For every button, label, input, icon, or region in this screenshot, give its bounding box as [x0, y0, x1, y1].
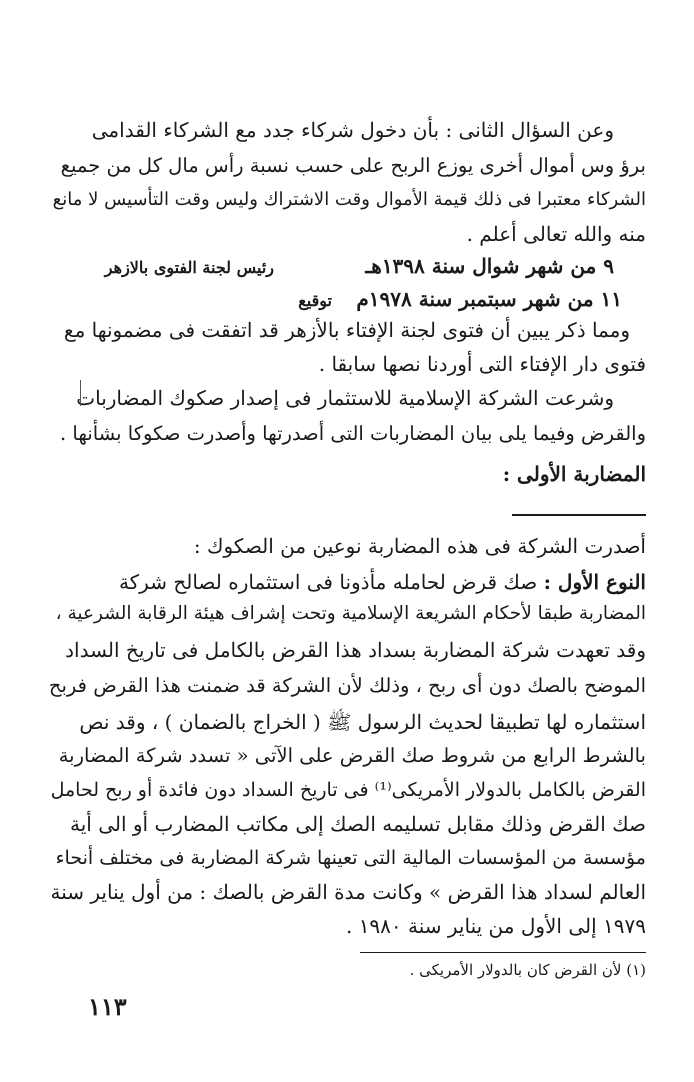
question-line-4: منه والله تعالى أعلم .	[466, 222, 646, 246]
question-line-2: برؤ وس أموال أخرى يوزع الربح على حسب نسبة رأس مال كل من جميع	[60, 154, 646, 177]
footnote-rule	[360, 952, 646, 953]
mudaraba-line-3: وقد تعهدت شركة المضاربة بسداد هذا القرض بالكامل فى تاريخ السداد	[65, 638, 646, 662]
mudaraba-type-line	[119, 568, 646, 596]
mudaraba-line-7: القرض بالكامل بالدولار الأمريكى⁽¹⁾ فى تاريخ السداد دون فائدة أو ربح لحامل	[50, 779, 646, 801]
mudaraba-intro: أصدرت الشركة فى هذه المضاربة نوعين من الصكوك :	[193, 534, 646, 558]
signature-signed: توقيع	[298, 291, 332, 310]
mudaraba-line-10: العالم لسداد هذا القرض » وكانت مدة القرض بالصك : من أول يناير سنة	[50, 880, 646, 904]
mudaraba-line-8: صك القرض وذلك مقابل تسليمه الصك إلى مكاتب المضارب أو الى أية	[70, 812, 646, 836]
margin-mark	[80, 380, 81, 406]
type-label: النوع الأول :	[543, 570, 646, 594]
page-number: ١١٣	[88, 992, 127, 1021]
mudaraba-line-11: ١٩٧٩ إلى الأول من يناير سنة ١٩٨٠ .	[345, 914, 646, 938]
remarks-line-3: وشرعت الشركة الإسلامية للاستثمار فى إصدار صكوك المضاربات	[76, 386, 614, 410]
question-line-1: وعن السؤال الثانى : بأن دخول شركاء جدد مع الشركاء القدامى	[91, 118, 614, 142]
mudaraba-line-5: استثماره لها تطبيقا لحديث الرسول ﷺ ( الخراج بالضمان ) ، وقد نص	[79, 710, 646, 734]
mudaraba-line-6: بالشرط الرابع من شروط صك القرض على الآتى « تسدد شركة المضاربة	[58, 744, 646, 767]
mudaraba-line-4: الموضح بالصك دون أى ربح ، وذلك لأن الشركة قد ضمنت هذا القرض فربح	[48, 674, 646, 697]
section-heading: المضاربة الأولى :	[502, 462, 646, 486]
remarks-line-1: ومما ذكر يبين أن فتوى لجنة الإفتاء بالأزهر قد اتفقت فى مضمونها مع	[63, 318, 630, 342]
type-line-rest: صك قرض لحامله مأذونا فى استثماره لصالح شركة	[118, 570, 538, 594]
section-divider	[512, 514, 646, 516]
signature-date-hijri: ٩ من شهر شوال سنة ١٣٩٨هـ	[365, 254, 614, 278]
question-line-3: الشركاء معتبرا فى ذلك قيمة الأموال وقت الاشتراك وليس وقت التأسيس لا مانع	[52, 189, 646, 210]
remarks-line-2: فتوى دار الإفتاء التى أوردنا نصها سابقا .	[318, 352, 646, 376]
mudaraba-line-9: مؤسسة من المؤسسات المالية التى تعينها شركة المضاربة فى مختلف أنحاء	[55, 847, 646, 869]
signature-date-gregorian: ١١ من شهر سبتمبر سنة ١٩٧٨م	[356, 287, 622, 311]
footnote-text: (١) لأن القرض كان بالدولار الأمريكى .	[409, 961, 646, 979]
signature-role: رئيس لجنة الفتوى بالازهر	[104, 258, 274, 277]
mudaraba-line-2: المضاربة طبقا لأحكام الشريعة الإسلامية وتحت إشراف هيئة الرقابة الشرعية ،	[55, 603, 646, 624]
remarks-line-4: والقرض وفيما يلى بيان المضاربات التى أصدرتها وأصدرت صكوكا بشأنها .	[60, 422, 646, 445]
